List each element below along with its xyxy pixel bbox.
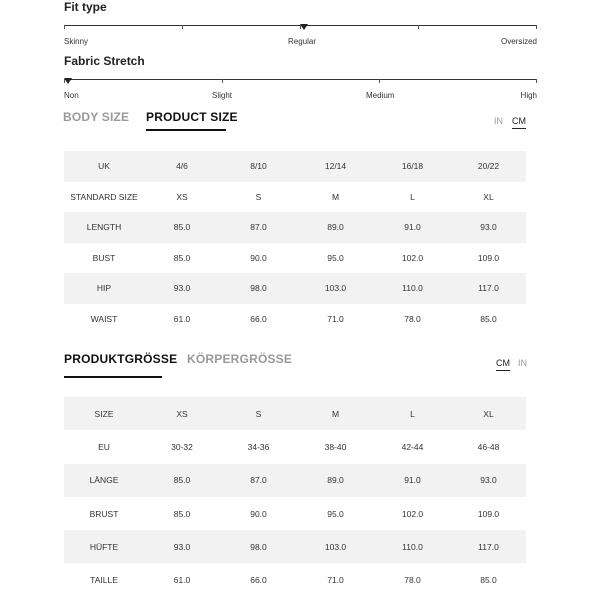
table-cell: 93.0: [144, 530, 220, 563]
table-cell: 85.0: [480, 313, 497, 324]
row-label: BRUST: [89, 508, 119, 519]
table-cell: 87.0: [220, 212, 297, 243]
tab-koerpergroesse[interactable]: KÖRPERGRÖSSE: [187, 352, 293, 366]
table-cell: 109.0: [477, 252, 500, 263]
product-size-table: [64, 151, 526, 334]
table-cell: 66.0: [250, 575, 267, 586]
unit-toggle-in[interactable]: IN: [494, 116, 503, 126]
table-row: [64, 243, 526, 274]
table-cell: 12/14: [297, 151, 374, 182]
unit-toggle-cm[interactable]: CM: [512, 116, 526, 126]
fabric-stretch-label-medium: Medium: [366, 91, 395, 100]
table-cell: 117.0: [451, 530, 526, 563]
tab-body-size[interactable]: BODY SIZE: [63, 110, 130, 124]
table-cell: 102.0: [401, 508, 424, 519]
table-cell: XS: [144, 397, 220, 430]
fabric-stretch-title: Fabric Stretch: [64, 54, 145, 68]
table-cell: 98.0: [220, 273, 297, 304]
unit-cm-underline: [512, 128, 526, 129]
produktgroesse-table: [64, 397, 526, 597]
table-row: [64, 182, 526, 213]
table-row: [64, 530, 526, 563]
table-cell: 71.0: [327, 313, 344, 324]
table-cell: 93.0: [144, 273, 220, 304]
table-cell: 102.0: [401, 252, 424, 263]
row-label: SIZE: [64, 397, 144, 430]
table-cell: 30-32: [171, 441, 193, 452]
fabric-stretch-label-slight: Slight: [212, 91, 233, 100]
table-row: [64, 563, 526, 596]
table-row: [64, 397, 526, 430]
table-cell: 89.0: [297, 464, 374, 497]
table-cell: 61.0: [173, 575, 191, 586]
fit-type-tick: [536, 25, 537, 29]
fit-type-label-skinny: Skinny: [64, 37, 89, 46]
tab-produktgroesse[interactable]: PRODUKTGRÖSSE: [64, 352, 178, 366]
table-cell: 85.0: [480, 575, 497, 586]
table-cell: 46-48: [477, 441, 500, 452]
fit-type-title: Fit type: [64, 0, 107, 14]
fabric-stretch-tick: [222, 79, 223, 83]
table-cell: 87.0: [220, 464, 297, 497]
table-cell: 93.0: [451, 212, 526, 243]
table-cell: 90.0: [250, 252, 267, 263]
table-cell: M: [297, 397, 374, 430]
row-label: TAILLE: [90, 575, 118, 586]
tab-produktgroesse-underline: [64, 376, 162, 378]
table-cell: 66.0: [250, 313, 267, 324]
table-cell: 98.0: [220, 530, 297, 563]
table-cell: S: [255, 191, 262, 202]
table-cell: 110.0: [374, 530, 451, 563]
table-cell: 117.0: [451, 273, 526, 304]
table-cell: 91.0: [374, 464, 451, 497]
table-cell: 85.0: [144, 212, 220, 243]
fit-type-tick: [418, 25, 419, 29]
fit-type-tick: [64, 25, 65, 29]
fabric-stretch-scale-line: [64, 79, 537, 80]
fit-type-label-oversized: Oversized: [500, 37, 537, 46]
row-label: EU: [98, 441, 110, 452]
table-cell: 78.0: [404, 575, 421, 586]
table-row: [64, 304, 526, 335]
table-cell: 91.0: [374, 212, 451, 243]
fit-type-label-regular: Regular: [288, 37, 317, 46]
table-row: [64, 430, 526, 463]
table-cell: 4/6: [144, 151, 220, 182]
table-cell: XL: [451, 397, 526, 430]
fit-type-marker-icon: [300, 24, 308, 30]
table-cell: M: [331, 191, 340, 202]
row-label: LÄNGE: [64, 464, 144, 497]
fit-type-tick: [182, 25, 183, 29]
table-row: [64, 212, 526, 243]
fabric-stretch-label-high: High: [520, 91, 537, 100]
table-cell: 71.0: [327, 575, 344, 586]
table-cell: 93.0: [451, 464, 526, 497]
row-label: WAIST: [90, 313, 118, 324]
row-label: HIP: [64, 273, 144, 304]
fabric-stretch-tick: [379, 79, 380, 83]
table-row: [64, 464, 526, 497]
unit-toggle-in[interactable]: IN: [518, 358, 527, 368]
fabric-stretch-tick: [536, 79, 537, 83]
table-cell: 90.0: [250, 508, 267, 519]
tab-product-size-underline: [146, 129, 226, 131]
table-cell: L: [410, 191, 415, 202]
table-cell: XL: [483, 191, 494, 202]
unit-cm-underline: [496, 370, 510, 371]
table-cell: 89.0: [297, 212, 374, 243]
table-cell: 103.0: [297, 273, 374, 304]
table-cell: 42-44: [401, 441, 424, 452]
table-row: [64, 273, 526, 304]
table-cell: 61.0: [173, 313, 191, 324]
table-cell: 109.0: [477, 508, 500, 519]
table-cell: XS: [176, 191, 188, 202]
table-cell: L: [374, 397, 451, 430]
table-cell: 8/10: [220, 151, 297, 182]
table-row: [64, 151, 526, 182]
table-cell: S: [220, 397, 297, 430]
table-cell: 110.0: [374, 273, 451, 304]
table-row: [64, 497, 526, 530]
table-cell: 16/18: [374, 151, 451, 182]
table-cell: 95.0: [327, 508, 344, 519]
table-cell: 85.0: [173, 252, 191, 263]
row-label: LENGTH: [64, 212, 144, 243]
row-label: UK: [64, 151, 144, 182]
tab-product-size[interactable]: PRODUCT SIZE: [146, 110, 238, 124]
row-label: STANDARD SIZE: [70, 191, 138, 202]
fabric-stretch-marker-icon: [64, 78, 72, 84]
table-cell: 20/22: [451, 151, 526, 182]
fabric-stretch-label-non: Non: [64, 91, 79, 100]
row-label: HÜFTE: [64, 530, 144, 563]
table-cell: 85.0: [173, 508, 191, 519]
table-cell: 38-40: [324, 441, 347, 452]
table-cell: 34-36: [247, 441, 270, 452]
row-label: BUST: [92, 252, 116, 263]
unit-toggle-cm[interactable]: CM: [496, 358, 510, 368]
table-cell: 103.0: [297, 530, 374, 563]
table-cell: 78.0: [404, 313, 421, 324]
table-cell: 85.0: [144, 464, 220, 497]
table-cell: 95.0: [327, 252, 344, 263]
